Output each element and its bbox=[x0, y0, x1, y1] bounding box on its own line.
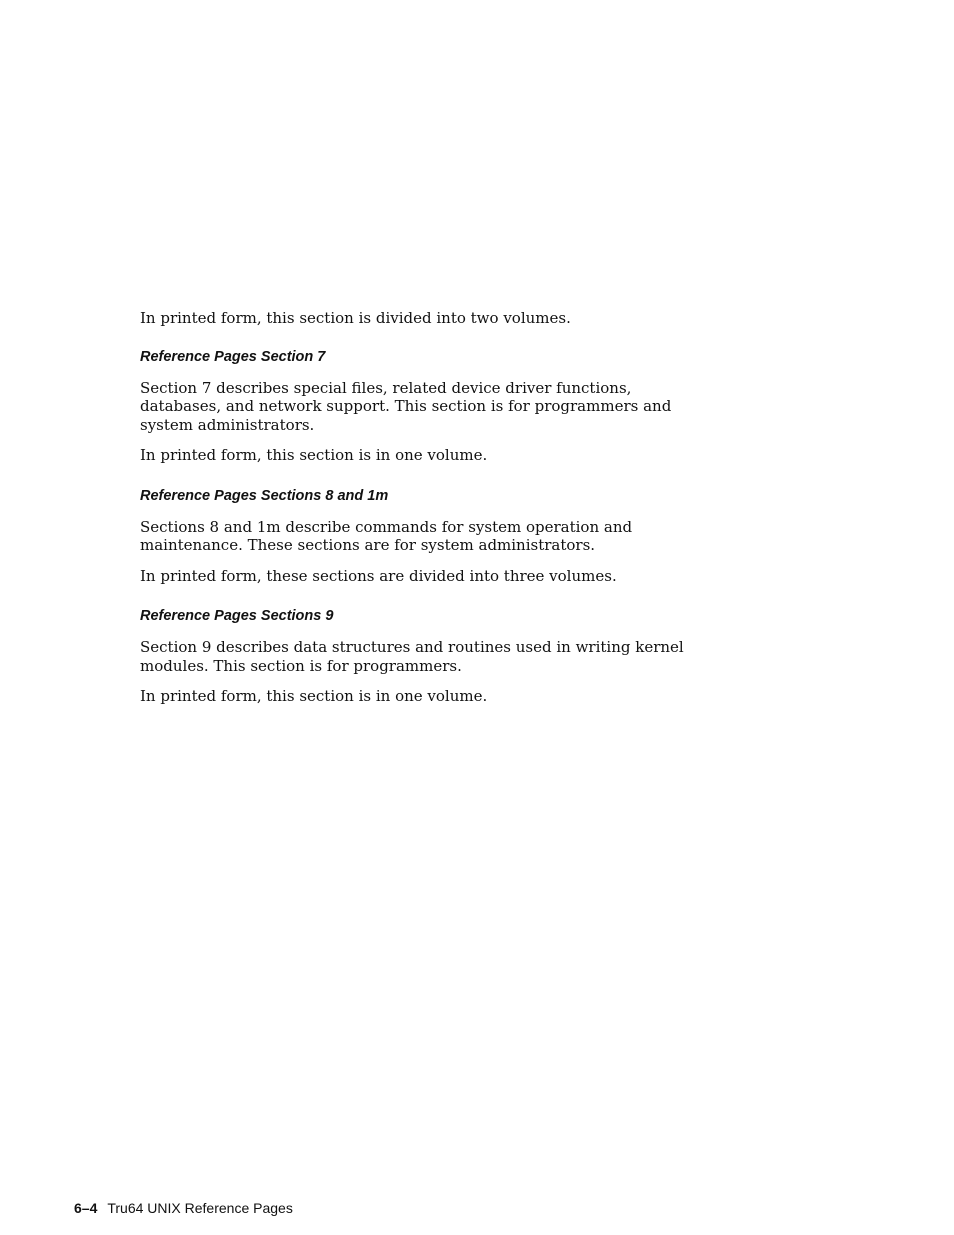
section-7-description: Section 7 describes special files, related device driver functions, databases, and network support. This section is for programmers and system administrators. bbox=[140, 378, 672, 434]
section-8-printed-note: In printed form, these sections are divided into three volumes. bbox=[140, 566, 617, 585]
page-body bbox=[140, 309, 700, 718]
section-9-printed-note: In printed form, this section is in one volume. bbox=[140, 687, 488, 705]
page-footer bbox=[74, 1199, 293, 1217]
section-7-heading: Reference Pages Section 7 bbox=[140, 348, 326, 365]
section-7-printed-note: In printed form, this section is in one volume. bbox=[140, 446, 488, 464]
intro-paragraph: In printed form, this section is divided into two volumes. bbox=[140, 309, 571, 327]
section-8-description: Sections 8 and 1m describe commands for system operation and maintenance. These sections are for system administrators. bbox=[140, 517, 633, 554]
section-8-heading: Reference Pages Sections 8 and 1m bbox=[140, 487, 389, 504]
footer-page-number: 6–4 bbox=[74, 1200, 98, 1216]
section-9-heading: Reference Pages Sections 9 bbox=[140, 608, 334, 624]
section-9-description: Section 9 describes data structures and routines used in writing kernel modules. This section is for programmers. bbox=[140, 638, 684, 675]
footer-book-title: Tru64 UNIX Reference Pages bbox=[107, 1200, 293, 1216]
